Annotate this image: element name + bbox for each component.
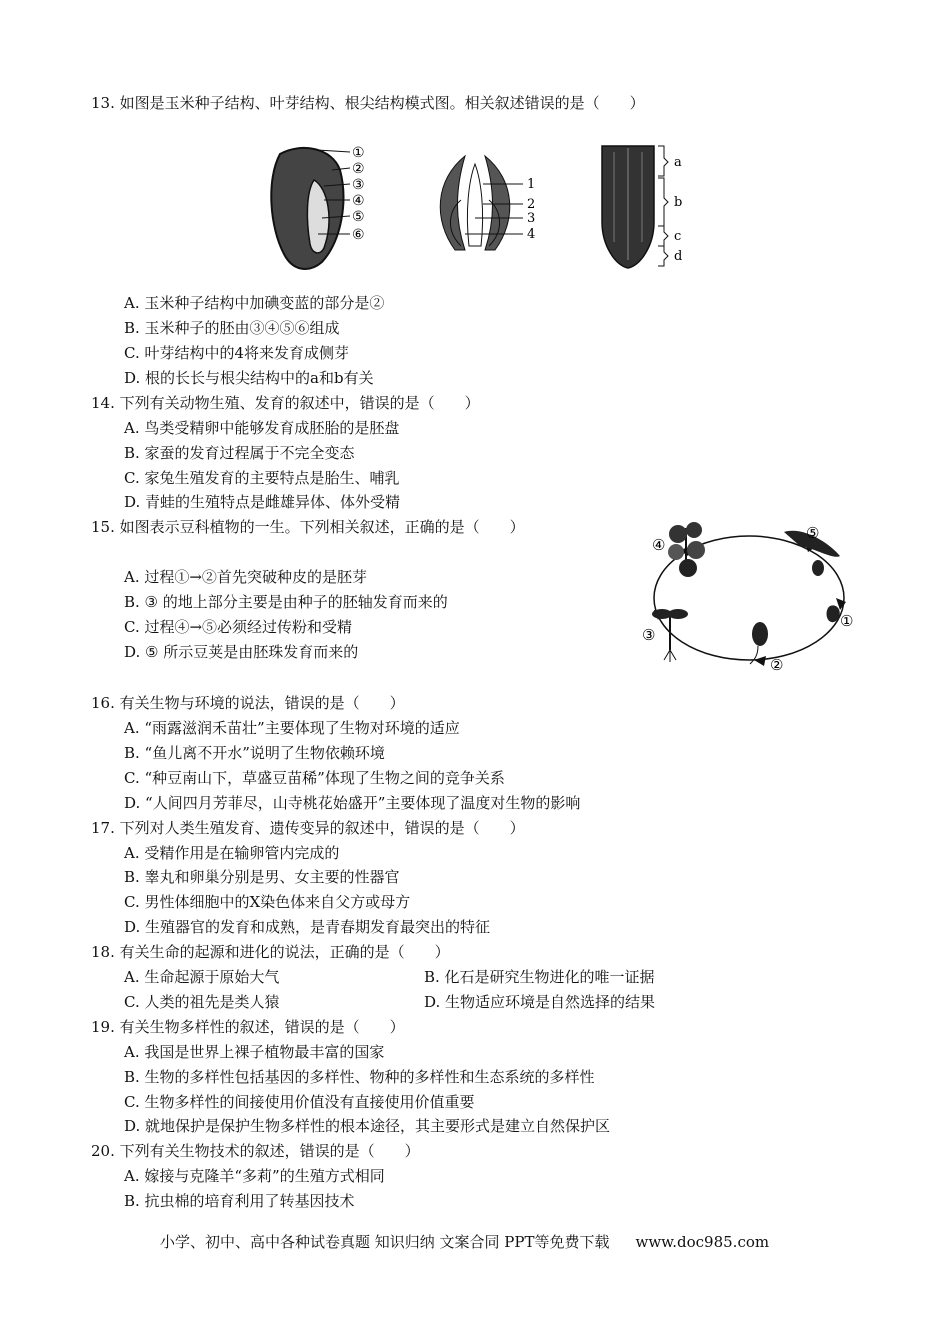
question-15-stem: 15. 如图表示豆科植物的一生。下列相关叙述，正确的是（ ） xyxy=(91,518,525,536)
lifecycle-label-1: ① xyxy=(840,612,854,630)
q15-option-d: D. ⑤ 所示豆荚是由胚珠发育而来的 xyxy=(124,643,359,661)
footer-text: 小学、初中、高中各种试卷真题 知识归纳 文案合同 PPT等免费下载 xyxy=(160,1233,610,1251)
seed-label-5: ⑤ xyxy=(352,209,365,225)
question-14-stem: 14. 下列有关动物生殖、发育的叙述中，错误的是（ ） xyxy=(91,394,480,412)
q18-option-c: C. 人类的祖先是类人猿 xyxy=(124,993,280,1011)
page-footer xyxy=(160,1231,769,1252)
q18-option-b: B. 化石是研究生物进化的唯一证据 xyxy=(424,968,655,986)
mature-plant-icon xyxy=(668,522,705,577)
corn-seed-figure xyxy=(262,140,377,275)
q18-option-a: A. 生命起源于原始大气 xyxy=(124,968,280,986)
q19-option-d: D. 就地保护是保护生物多样性的根本途径，其主要形式是建立自然保护区 xyxy=(124,1117,611,1135)
seed-label-2: ② xyxy=(352,161,365,177)
q13-option-b: B. 玉米种子的胚由③④⑤⑥组成 xyxy=(124,319,340,337)
q16-option-c: C. “种豆南山下，草盛豆苗稀”体现了生物之间的竞争关系 xyxy=(124,769,505,787)
lifecycle-label-2: ② xyxy=(770,656,784,674)
q13-option-a: A. 玉米种子结构中加碘变蓝的部分是② xyxy=(124,294,385,312)
q14-option-b: B. 家蚕的发育过程属于不完全变态 xyxy=(124,444,355,462)
q17-option-c: C. 男性体细胞中的X染色体来自父方或母方 xyxy=(124,893,411,911)
root-tip-figure xyxy=(584,142,694,272)
root-label-b: b xyxy=(674,195,683,210)
q14-option-a: A. 鸟类受精卵中能够发育成胚胎的是胚盘 xyxy=(124,419,400,437)
q16-option-a: A. “雨露滋润禾苗壮”主要体现了生物对环境的适应 xyxy=(124,719,460,737)
lifecycle-label-5: ⑤ xyxy=(806,524,820,542)
root-label-c: c xyxy=(674,229,682,244)
q17-option-b: B. 睾丸和卵巢分别是男、女主要的性器官 xyxy=(124,868,400,886)
root-label-a: a xyxy=(674,155,682,170)
seed-label-4: ④ xyxy=(352,193,365,209)
q20-option-a: A. 嫁接与克隆羊“多莉”的生殖方式相同 xyxy=(124,1167,385,1185)
q18-option-d: D. 生物适应环境是自然选择的结果 xyxy=(424,993,656,1011)
q15-option-c: C. 过程④→⑤必须经过传粉和受精 xyxy=(124,618,353,636)
footer-site-link[interactable]: www.doc985.com xyxy=(635,1233,770,1251)
question-18-stem: 18. 有关生命的起源和进化的说法，正确的是（ ） xyxy=(91,943,450,961)
bud-label-1: 1 xyxy=(527,177,536,192)
q16-option-b: B. “鱼儿离不开水”说明了生物依赖环境 xyxy=(124,744,385,762)
q15-option-b: B. ③ 的地上部分主要是由种子的胚轴发育而来的 xyxy=(124,593,448,611)
q15-option-a: A. 过程①→②首先突破种皮的是胚芽 xyxy=(124,568,367,586)
plant-lifecycle-figure xyxy=(634,510,864,680)
q20-option-b: B. 抗虫棉的培育利用了转基因技术 xyxy=(124,1192,355,1210)
q19-option-b: B. 生物的多样性包括基因的多样性、物种的多样性和生态系统的多样性 xyxy=(124,1068,595,1086)
q14-option-d: D. 青蛙的生殖特点是雌雄异体、体外受精 xyxy=(124,493,401,511)
lifecycle-label-4: ④ xyxy=(652,536,666,554)
question-13-stem: 13. 如图是玉米种子结构、叶芽结构、根尖结构模式图。相关叙述错误的是（ ） xyxy=(91,94,645,112)
seed-label-3: ③ xyxy=(352,177,365,193)
q16-option-d: D. “人间四月芳菲尽，山寺桃花始盛开”主要体现了温度对生物的影响 xyxy=(124,794,581,812)
q17-option-a: A. 受精作用是在输卵管内完成的 xyxy=(124,844,340,862)
q19-option-a: A. 我国是世界上裸子植物最丰富的国家 xyxy=(124,1043,385,1061)
root-label-d: d xyxy=(674,249,683,264)
lifecycle-label-3: ③ xyxy=(642,626,656,644)
seed-label-1: ① xyxy=(352,145,365,161)
q13-option-c: C. 叶芽结构中的4将来发育成侧芽 xyxy=(124,344,350,362)
q17-option-d: D. 生殖器官的发育和成熟，是青春期发育最突出的特征 xyxy=(124,918,491,936)
seed-label-6: ⑥ xyxy=(352,227,365,243)
q13-option-d: D. 根的长长与根尖结构中的a和b有关 xyxy=(124,369,374,387)
question-17-stem: 17. 下列对人类生殖发育、遗传变异的叙述中，错误的是（ ） xyxy=(91,819,525,837)
bud-label-3: 3 xyxy=(527,211,536,226)
bud-label-4: 4 xyxy=(527,227,536,242)
question-20-stem: 20. 下列有关生物技术的叙述，错误的是（ ） xyxy=(91,1142,420,1160)
question-19-stem: 19. 有关生物多样性的叙述，错误的是（ ） xyxy=(91,1018,405,1036)
q19-option-c: C. 生物多样性的间接使用价值没有直接使用价值重要 xyxy=(124,1093,475,1111)
q14-option-c: C. 家兔生殖发育的主要特点是胎生、哺乳 xyxy=(124,469,400,487)
question-16-stem: 16. 有关生物与环境的说法，错误的是（ ） xyxy=(91,694,405,712)
seedling-icon xyxy=(652,609,688,662)
bud-label-2: 2 xyxy=(527,197,536,212)
leaf-bud-figure xyxy=(425,150,545,260)
